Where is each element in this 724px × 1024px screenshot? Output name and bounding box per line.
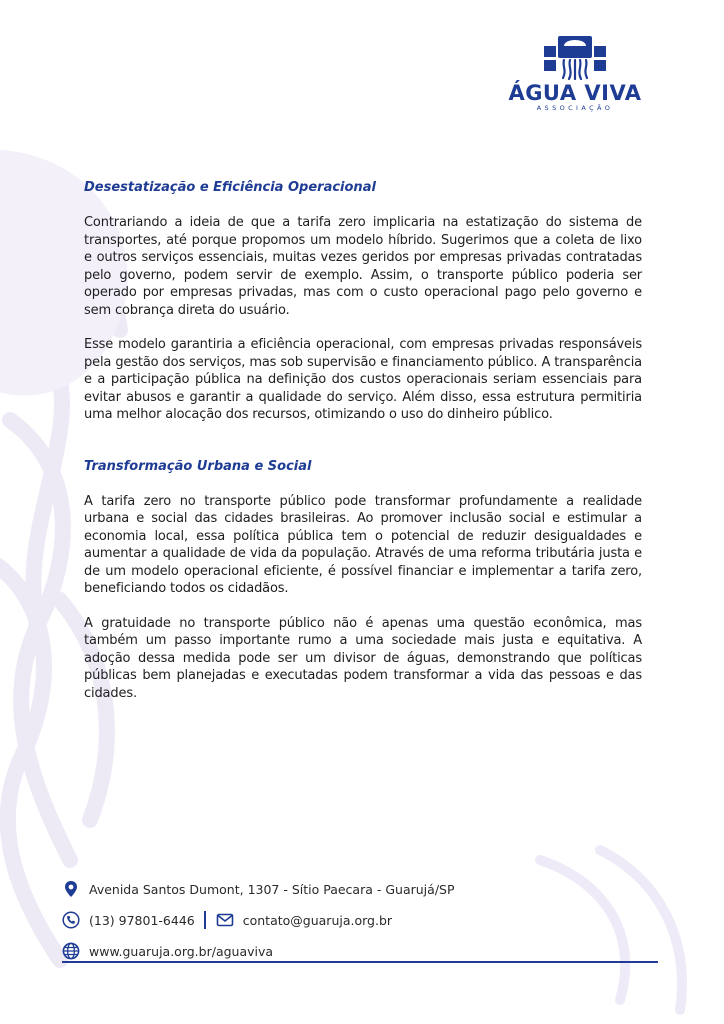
logo-subtitle: ASSOCIAÇÃO (536, 104, 614, 112)
paragraph: Esse modelo garantiria a eficiência operacional, com empresas privadas responsáveis pela gestão dos serviços, mas sob supervisão e financiamento público. A transparência e a participação pública na definição dos custos operacionais seriam essenciais para evitar abusos e garantir a qualidade do serviço. Além disso, essa estrutura permitiria uma melhor alocação dos recursos, otimizando o uso do dinheiro público. (84, 337, 642, 422)
footer-address-row (62, 878, 658, 900)
document-body (84, 180, 642, 702)
footer-contact-row (62, 909, 658, 931)
location-pin-icon (62, 880, 80, 898)
footer (62, 878, 658, 971)
footer-rule (62, 961, 658, 963)
section-heading-transformacao: Transformação Urbana e Social (84, 458, 312, 474)
logo-name: ÁGUA VIVA (508, 81, 642, 105)
paragraph: A tarifa zero no transporte público pode transformar profundamente a realidade urbana e social das cidades brasileiras. Ao promover inclusão social e estimular a economia local, essa política pública tem o potencial de reduzir desigualdades e aumentar a qualidade de vida da população. Através de uma reforma tributária justa e de um modelo operacional eficiente, é possível financiar e implementar a tarifa zero, beneficiando todos os cidadãos. (84, 493, 642, 596)
footer-divider (204, 911, 206, 929)
paragraph: Contrariando a ideia de que a tarifa zero implicaria na estatização do sistema de transportes, até porque propomos um modelo híbrido. Sugerimos que a coleta de lixo e outros serviços essenciais, muitas vezes geridos por empresas privadas contratadas pelo governo, podem servir de exemplo. Assim, o transporte público poderia ser operado por empresas privadas, mas com o custo operacional pago pelo governo e sem cobrança direta do usuário. (84, 215, 642, 318)
jellyfish-logo-icon (544, 32, 606, 80)
footer-email[interactable]: contato@guaruja.org.br (242, 912, 393, 928)
globe-icon (62, 942, 80, 960)
section-heading-desestatizacao: Desestatização e Eficiência Operacional (84, 180, 376, 195)
paragraph: A gratuidade no transporte público não é apenas uma questão econômica, mas também um passo importante rumo a uma sociedade mais justa e equitativa. A adoção dessa medida pode ser um divisor de águas, demonstrando que políticas públicas bem planejadas e executadas podem transformar a vida das pessoas e das cidades. (84, 615, 642, 701)
association-logo (505, 32, 645, 124)
footer-phone[interactable]: (13) 97801-6446 (89, 912, 195, 928)
envelope-icon (216, 911, 234, 929)
phone-icon (62, 911, 80, 929)
footer-address: Avenida Santos Dumont, 1307 - Sítio Paecara - Guarujá/SP (89, 881, 455, 897)
footer-website-row (62, 940, 658, 962)
footer-website[interactable]: www.guaruja.org.br/aguaviva (89, 943, 274, 959)
